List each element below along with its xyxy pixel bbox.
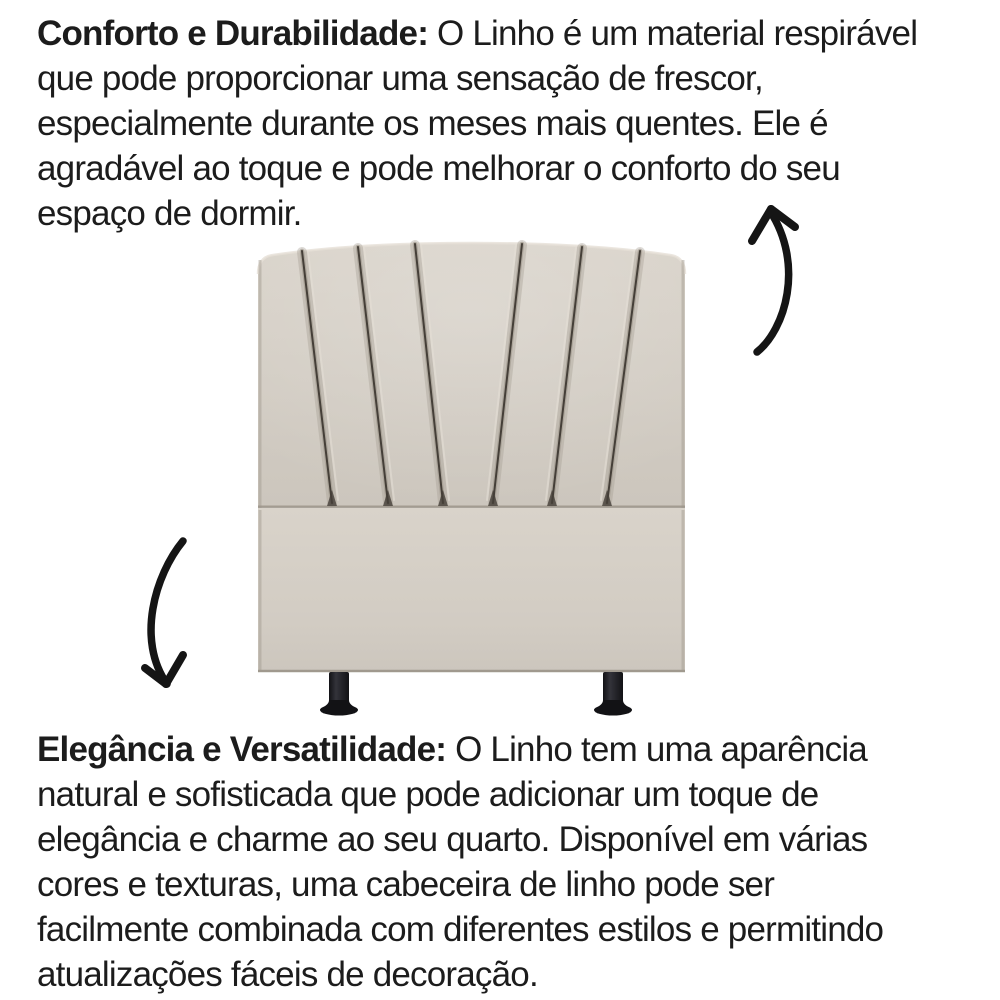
headboard-photo <box>258 243 685 716</box>
text-line: elegância e charme ao seu quarto. Disponível em várias <box>37 820 868 859</box>
headboard-right-leg <box>594 672 632 716</box>
top-paragraph <box>37 11 917 236</box>
bottom-paragraph <box>37 727 883 997</box>
text-line: espaço de dormir. <box>37 194 302 233</box>
top-paragraph-line1: O Linho é um material respirável <box>428 14 918 53</box>
bottom-paragraph-line1: O Linho tem uma aparência <box>446 730 867 769</box>
text-line: que pode proporcionar uma sensação de frescor, <box>37 59 763 98</box>
bottom-paragraph-heading: Elegância e Versatilidade: <box>37 730 447 769</box>
text-line: agradável ao toque e pode melhorar o conforto do seu <box>37 149 840 188</box>
text-line: natural e sofisticada que pode adicionar um toque de <box>37 775 819 814</box>
text-line: cores e texturas, uma cabeceira de linho pode ser <box>37 865 775 904</box>
text-line <box>37 727 883 772</box>
headboard-base-panel <box>258 508 685 672</box>
text-line: facilmente combinada com diferentes estilos e permitindo <box>37 910 884 949</box>
text-line: atualizações fáceis de decoração. <box>37 955 538 994</box>
headboard-left-leg <box>320 672 358 716</box>
text-line: especialmente durante os meses mais quentes. Ele é <box>37 104 828 143</box>
top-paragraph-heading: Conforto e Durabilidade: <box>37 14 429 53</box>
text-line <box>37 11 917 56</box>
arrow-down-left-icon <box>145 541 183 684</box>
